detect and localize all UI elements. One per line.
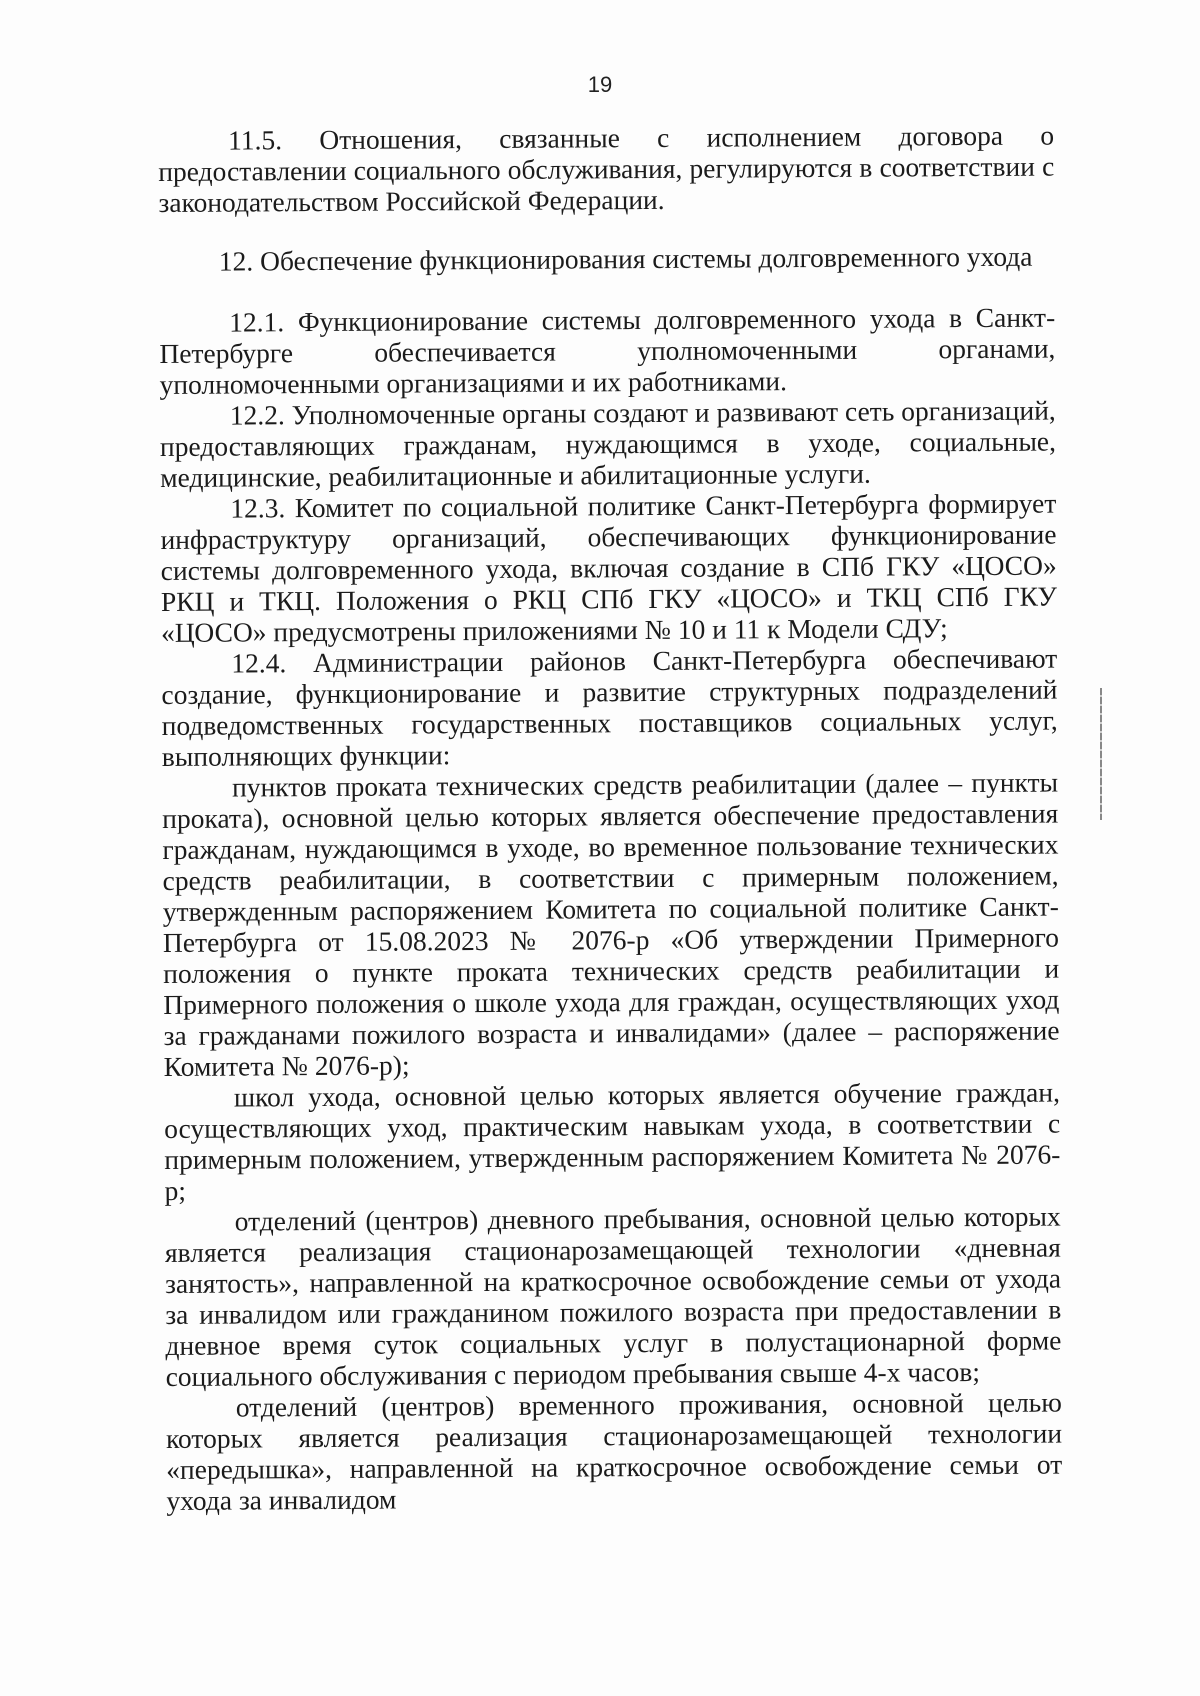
paragraph-12-2: 12.2. Уполномоченные органы создают и развивают сеть организаций, предоставляющих гражданам, нуждающимся в уходе, социальные, медицинские, реабилитационные и абилитационные услуги. (159, 394, 1057, 493)
paragraph-11-5: 11.5. Отношения, связанные с исполнением договора о предоставлении социального обслуживания, регулируются в соответствии с законодательством Российской Федерации. (158, 119, 1055, 218)
list-item-day-care-centers: отделений (центров) дневного пребывания, основной целью которых является реализация стационарозамещающей технологии «дневная занятость», направленной на краткосрочное освобождение семьи от ухода за инвалидом или гражданином пожилого возраста при предоставлении в дневное время суток социальных услуг в полустационарной форме социального обслуживания с периодом пребывания свыше 4-х часов; (164, 1200, 1062, 1392)
scan-edge-mark (1100, 688, 1102, 820)
section-heading-12: 12. Обеспечение функционирования системы долговременного ухода (218, 240, 1033, 277)
paragraph-12-1: 12.1. Функционирование системы долговременного ухода в Санкт-Петербурге обеспечивается уполномоченными органами, уполномоченными организациями и их работниками. (159, 301, 1056, 400)
document-body (158, 120, 1062, 1516)
list-item-care-schools: школ ухода, основной целью которых является обучение граждан, осуществляющих уход, практическим навыкам ухода, в соответствии с примерным положением, утвержденным распоряжением Комитета № 2076-р; (164, 1076, 1061, 1206)
list-item-rental-points: пунктов проката технических средств реабилитации (далее – пункты проката), основной целью которых является обеспечение предоставления гражданам, нуждающимся в уходе, во временное пользование технических средств реабилитации, в соответствии с примерным положением, утвержденным распоряжением Комитета по социальной политике Санкт-Петербурга от 15.08.2023 № 2076-р «Об утверждении Примерного положения о пункте проката технических средств реабилитации и Примерного положения о школе ухода для граждан, осуществляющих уход за гражданами пожилого возраста и инвалидами» (далее – распоряжение Комитета № 2076-р); (162, 766, 1060, 1082)
paragraph-12-4: 12.4. Администрации районов Санкт-Петербурга обеспечивают создание, функционирование и развитие структурных подразделений подведомственных государственных поставщиков социальных услуг, выполняющих функции: (161, 642, 1058, 772)
paragraph-12-3: 12.3. Комитет по социальной политике Санкт-Петербурга формирует инфраструктуру организаций, обеспечивающих функционирование системы долговременного ухода, включая создание в СПб ГКУ «ЦОСО» РКЦ и ТКЦ. Положения о РКЦ СПб ГКУ «ЦОСО» и ТКЦ СПб ГКУ «ЦОСО» предусмотрены приложениями № 10 и 11 к Модели СДУ; (160, 487, 1057, 648)
page-number: 19 (587, 72, 613, 97)
list-item-temporary-stay-centers: отделений (центров) временного проживания, основной целью которых является реализация стационарозамещающей технологии «передышка», направленной на краткосрочное освобождение семьи от ухода за инвалидом (165, 1386, 1063, 1516)
